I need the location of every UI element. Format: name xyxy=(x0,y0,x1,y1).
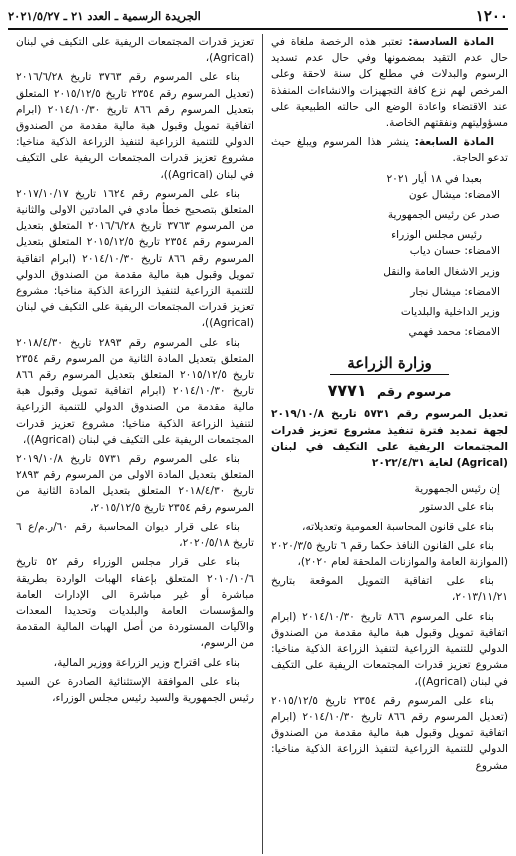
right-column xyxy=(262,34,508,854)
publication-info: الجريدة الرسمية ـ العدد ٢١ ـ ٢٠٢١/٥/٢٧ xyxy=(8,9,201,23)
issued-by: صدر عن رئيس الجمهورية xyxy=(387,209,500,222)
article-six-label: المادة السادسة: xyxy=(408,36,495,48)
preamble-9: بناء على المرسوم رقم ٢٨٩٣ تاريخ ٢٠١٨/٤/٣٠ المتعلق بتعديل المادة الثانية من المرسوم رقم ٢٣٥٤ تاريخ ٢٠١٥/١٢/٥ المتعلق بتعديل المرسوم رقم ٨٦٦ تاريخ ٢٠١٤/١٠/٣٠ (ابرام اتفاقية تمويل وقبول هبة مالية مقدمة من الصندوق الدولي للتنمية الزراعية لتنفيذ الزراعة الذكية مناخيا: مشروع تعزيز قدرات المجتمعات الريفية على التكيف في لبنان (Agrical))، xyxy=(16,336,254,446)
preamble-2: بناء على قانون المحاسبة العمومية وتعديلاته، xyxy=(302,520,494,533)
president-signature: الامضاء: ميشال عون xyxy=(408,188,500,201)
president-preamble: إن رئيس الجمهورية xyxy=(414,483,500,496)
preamble-4: بناء على اتفاقية التمويل الموقعة بتاريخ ٢٠١٣/١١/٢١، xyxy=(271,575,508,604)
pm-title: رئيس مجلس الوزراء xyxy=(391,229,482,242)
preamble-12: بناء على قرار مجلس الوزراء رقم ٥٢ تاريخ ٢٠١٠/١٠/٦ المتعلق بإعفاء الهبات الواردة بطريقة مباشرة أو غير مباشرة الى الإدارات العامة والمؤسسات العامة والبلديات وتحديدا المعدات والآليات المستوردة من أصل الهبات المالية المقدمة من الرسوم، xyxy=(16,556,254,650)
preamble-6: بناء على المرسوم رقم ٢٣٥٤ تاريخ ٢٠١٥/١٢/٥ (تعديل المرسوم رقم ٨٦٦ تاريخ ٢٠١٤/١٠/٣٠ (ابرام اتفاقية تمويل وقبول هبة مالية مقدمة من الصندوق الدولي للتنمية الزراعية لتنفيذ الزراعة الذكية مناخيا: مشروع xyxy=(271,694,508,772)
preamble-1: بناء على الدستور xyxy=(419,501,494,514)
decree-label: مرسوم رقم xyxy=(377,384,452,400)
minister-interior-signature: الامضاء: محمد فهمي xyxy=(408,326,500,339)
preamble-5: بناء على المرسوم ٨٦٦ تاريخ ٢٠١٤/١٠/٣٠ (ابرام اتفاقية تمويل وقبول هبة مالية مقدمة من الصندوق الدولي للتنمية الزراعية لتنفيذ الزراعة الذكية مناخيا: مشروع تعزيز قدرات المجتمعات الريفية على التكيف في لبنان (Agrical))، xyxy=(271,610,508,688)
page-header xyxy=(8,4,508,30)
continuation-0: تعزيز قدرات المجتمعات الريفية على التكيف في لبنان (Agrical)، xyxy=(16,36,254,65)
decree-heading xyxy=(271,381,508,402)
preamble-13: بناء على اقتراح وزير الزراعة ووزير المالية، xyxy=(53,656,240,669)
preamble-8: بناء على المرسوم رقم ١٦٢٤ تاريخ ٢٠١٧/١٠/١٧ المتعلق بتصحيح خطأ مادي في المادتين الاولى والثانية من المرسوم ٣٧٦٣ تاريخ ٢٠١٦/٦/٢٨ المتعلق بتعديل المرسوم رقم ٢٣٥٤ تاريخ ٢٠١٥/١٢/٥ المتعلق بتعديل المرسوم رقم ٨٦٦ تاريخ ٢٠١٤/١٠/٣٠ (ابرام اتفاقية تمويل وقبول هبة مالية مقدمة من الصندوق الدولي للتنمية الزراعية لتنفيذ الزراعة الذكية مناخيا: مشروع تعزيز قدرات المجتمعات الريفية على التكيف في لبنان (Agrical))، xyxy=(16,187,255,330)
ministry-rule xyxy=(330,374,449,375)
article-six xyxy=(271,34,508,131)
preamble-11: بناء على قرار ديوان المحاسبة رقم ٦٠/ر.م/ع ٦ تاريخ ٢٠٢٠/٥/١٨، xyxy=(16,520,254,550)
article-seven xyxy=(271,134,508,166)
date-line: بعبدا في ١٨ أيار ٢٠٢١ xyxy=(386,172,482,185)
columns xyxy=(8,34,508,854)
article-seven-label: المادة السابعة: xyxy=(414,136,495,149)
preamble-10: بناء على المرسوم رقم ٥٧٣١ تاريخ ٢٠١٩/١٠/٨ المتعلق بتعديل المادة الاولى من المرسوم رقم ٢٨٩٣ تاريخ ٢٠١٨/٤/٣٠ المتعلق بتعديل المادة الثانية من المرسوم رقم ٢٣٥٤ تاريخ ٢٠١٥/١٢/٥، xyxy=(16,453,254,514)
decree-number: ٧٧٧١ xyxy=(327,381,367,401)
preamble-7: بناء على المرسوم رقم ٣٧٦٣ تاريخ ٢٠١٦/٦/٢٨ (تعديل المرسوم رقم ٢٣٥٤ تاريخ ٢٠١٥/١٢/٥ المتعلق بتعديل المرسوم رقم ٨٦٦ تاريخ ٢٠١٤/١٠/٣٠ (ابرام اتفاقية تمويل وقبول هبة مالية مقدمة من الصندوق الدولي للتنمية الزراعية لتنفيذ الزراعة الذكية مناخيا: مشروع تعزيز قدرات المجتمعات الريفية على التكيف في لبنان (Agrical))، xyxy=(16,71,254,181)
article-six-text: تعتبر هذه الرخصة ملغاة في حال عدم التقيد بمضمونها وفي حال عدم تسديد الرسوم والبدلات في مطلع كل سنة لاحقة وعلى المرخص لهم نزع كافة التجهيزات والانشاءات المنفذة عند الاقتضاء واعادة الوضع الى حالته الطبيعية على مسؤوليتهم ونفقتهم الخاصة. xyxy=(271,36,508,130)
decree-title: تعديل المرسوم رقم ٥٧٣١ تاريخ ٢٠١٩/١٠/٨ لجهة تمديد فترة تنفيذ مشروع تعزيز قدرات المجتمعات الريفية على التكيف في لبنان (Agrical) لغاية ٢٠٢٢/٤/٣١ xyxy=(271,408,508,470)
preamble-3: بناء على القانون النافذ حكما رقم ٦ تاريخ ٢٠٢٠/٣/٥ (الموازنة العامة والموازنات الملحقة لعام ٢٠٢٠)، xyxy=(271,539,508,569)
pm-signature: الامضاء: حسان دياب xyxy=(409,245,500,258)
minister-public-works-title: وزير الاشغال العامة والنقل xyxy=(383,265,500,278)
minister-public-works-signature: الامضاء: ميشال نجار xyxy=(410,285,500,298)
article-seven-text: ينشر هذا المرسوم ويبلغ حيث تدعو الحاجة. xyxy=(271,136,508,165)
preamble-14: بناء على الموافقة الإستثنائية الصادرة عن السيد رئيس الجمهورية والسيد رئيس مجلس الوزراء، xyxy=(16,675,254,704)
left-column xyxy=(16,34,262,854)
minister-interior-title: وزير الداخلية والبلديات xyxy=(400,306,500,319)
ministry-title: وزارة الزراعة xyxy=(347,354,432,373)
page-number: ١٢٠٠ xyxy=(475,7,508,25)
